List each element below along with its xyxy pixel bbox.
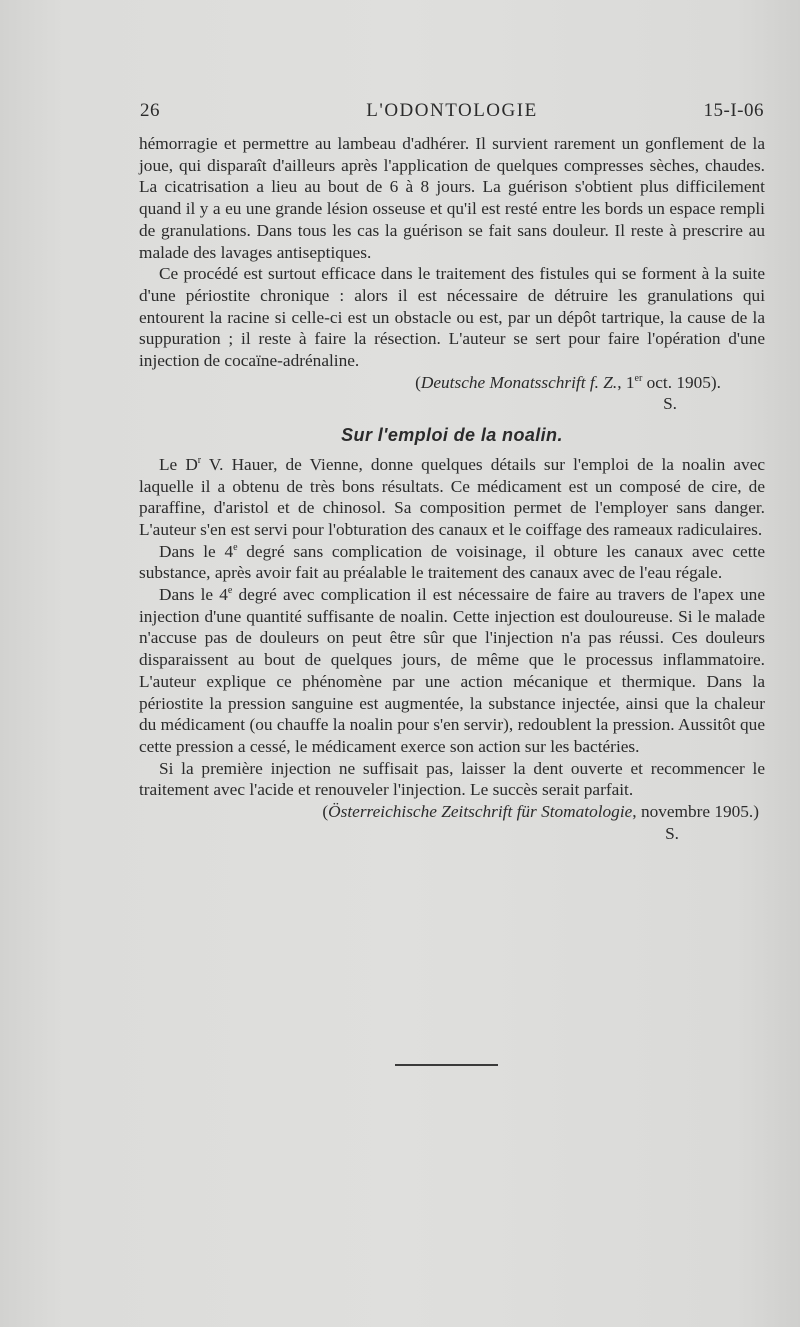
citation-rest: oct. 1905). [642, 372, 721, 392]
paragraph-continued: hémorragie et permettre au lambeau d'adhérer. Il survient rarement un gonflement de la joue, qui disparaît d'ailleurs après l'application de quelques compresses sèches, chaudes. La cicatrisation a lieu au bout de 6 à 8 jours. La guérison s'obtient plus difficilement quand il y a eu une grande lésion osseuse et qu'il est resté entre les bords un espace rempli de granulations. Dans tous les cas la guérison se fait sans douleur. Il reste à prescrire au malade des lavages antiseptiques. [139, 134, 765, 262]
citation-b-open: ( [322, 802, 329, 822]
p1-pre: Le D [159, 454, 198, 474]
p3-sup: e [227, 585, 233, 597]
citation-b-rest: , novembre 1905.) [632, 802, 759, 822]
paragraph-4e-sans [139, 541, 765, 584]
issue-date: 15-I-06 [703, 100, 764, 121]
signature-a: S. [663, 394, 677, 414]
page-number: 26 [140, 100, 160, 121]
citation-day: , 1 [617, 372, 635, 392]
journal-title: L'ODONTOLOGIE [366, 100, 538, 121]
citation-open: ( [415, 372, 421, 392]
section-title: Sur l'emploi de la noalin. [341, 425, 563, 446]
p2-sup: e [233, 541, 238, 553]
p2-text: degré sans complication de voisinage, il obture les canaux avec cette substance, après avoir fait au préalable le traitement des canaux avec de l'eau régale. [139, 541, 765, 583]
citation-sup: er [634, 372, 643, 384]
signature-b: S. [665, 823, 679, 843]
p1-text: V. Hauer, de Vienne, donne quelques détails sur l'emploi de la noalin avec laquelle il a obtenu de très bons résultats. Ce médicament est un composé de cire, de paraffine, d'aristol et de chinosol. Sa composition permet de l'employer sans danger. L'auteur s'en est servi pour l'obturation des canaux et le coiffage des rameaux radiculaires. [139, 454, 765, 539]
citation-osterreichische [139, 801, 765, 823]
paragraph-premiere-injection: Si la première injection ne suffisait pas, laisser la dent ouverte et recommencer le traitement avec l'acide et renouveler l'injection. Le succès serait parfait. [139, 758, 765, 800]
p1-sup: r [197, 455, 202, 467]
citation-source: Deutsche Monatsschrift f. Z. [420, 372, 618, 392]
running-header [140, 100, 764, 130]
p2-pre: Dans le 4 [159, 541, 234, 561]
citation-b-source: Österreichische Zeitschrift für Stomatologie [328, 802, 633, 822]
paragraph-fistules: Ce procédé est surtout efficace dans le traitement des fistules qui se forment à la suite d'une périostite chronique : alors il est nécessaire de détruire les granulations qui entourent la racine si celle-ci est un obstacle ou est, par un dépôt tartrique, la cause de la suppuration ; il reste à faire la résection. L'auteur se sert pour faire l'opération d'une injection de cocaïne-adrénaline. [139, 264, 765, 371]
section-divider [395, 1064, 498, 1066]
p3-text: degré avec complication il est nécessaire de faire au travers de l'apex une injection d'une quantité suffisante de noalin. Cette injection est douloureuse. Si le malade n'accuse pas de douleurs on peut être sûr que l'injection n'a pas réussi. Ces douleurs disparaissent au bout de quelques jours, de même que le processus inflammatoire. L'auteur explique ce phénomène par une action mécanique et thermique. Dans la périostite la pression sanguine est augmentée, la substance injectée, ainsi que la chaleur du médicament (ou chauffe la noalin pour s'en servir), redoublent la pression. Aussitôt que cette pression a cessé, le médicament exerce son action sur les bactéries. [139, 585, 765, 756]
paragraph-hauer [139, 454, 765, 541]
citation-deutsche [139, 372, 765, 394]
paragraph-4e-avec [139, 584, 765, 758]
article-body [139, 133, 765, 845]
p3-pre: Dans le 4 [159, 585, 228, 605]
